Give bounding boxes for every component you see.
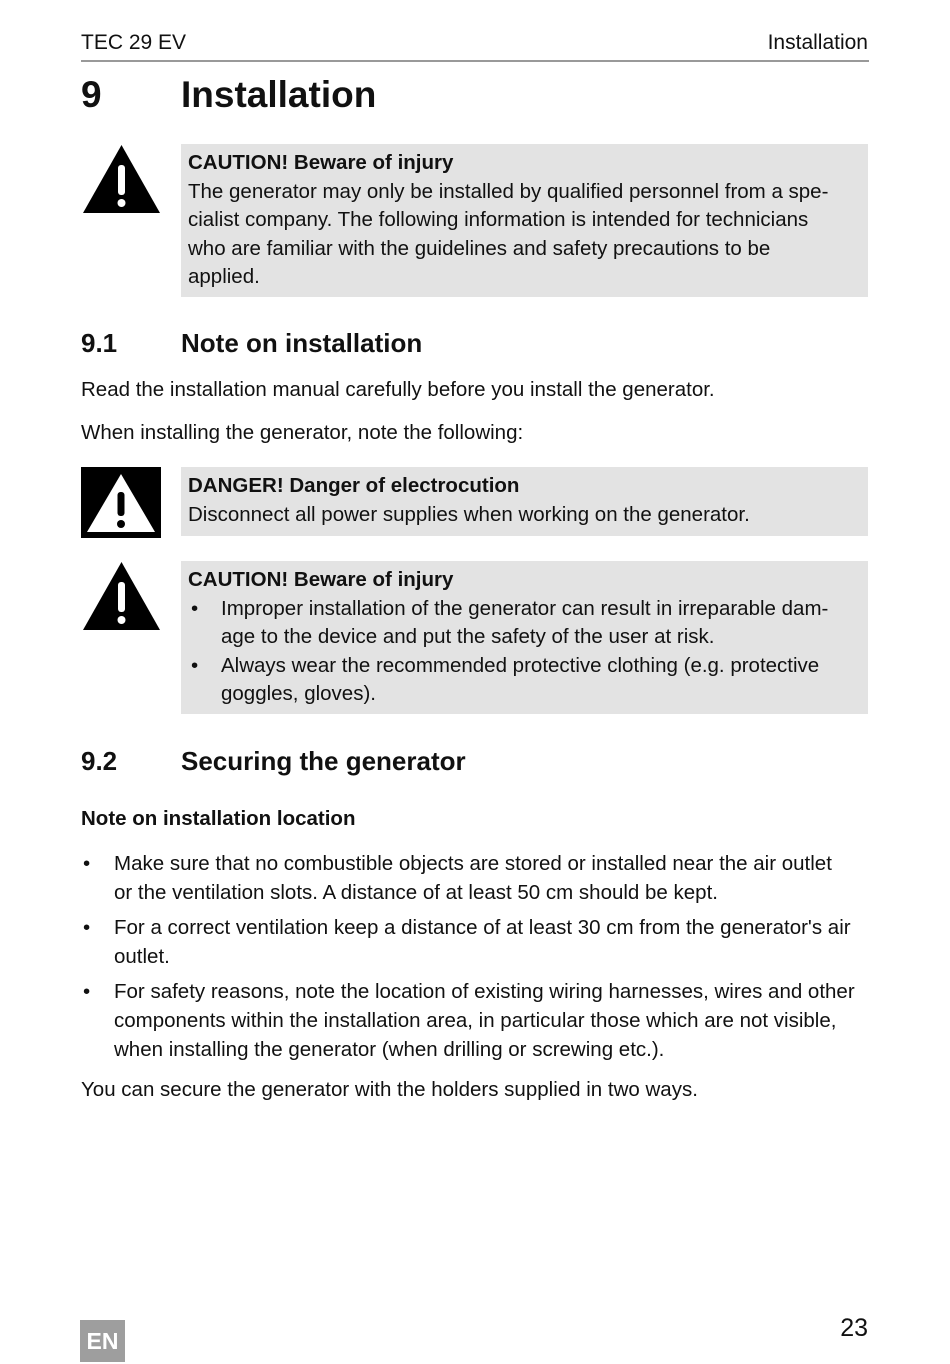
caution-title: CAUTION! Beware of injury	[188, 151, 454, 174]
list-item-line: For safety reasons, note the location of existing wiring harnesses, wires and other	[114, 980, 855, 1003]
list-item-line: outlet.	[114, 945, 170, 968]
list-item-line: Make sure that no combustible objects are stored or installed near the air outlet	[114, 852, 832, 875]
paragraph: Read the installation manual carefully before you install the generator.	[81, 378, 715, 401]
page-number: 23	[840, 1314, 868, 1342]
danger-box	[181, 467, 868, 536]
section-title-header: Installation	[767, 31, 868, 54]
caution-text-line: who are familiar with the guidelines and safety precautions to be	[188, 236, 771, 260]
caution-title: CAUTION! Beware of injury	[188, 568, 454, 591]
bullet: •	[191, 653, 199, 677]
list-item-line: Improper installation of the generator can result in irreparable dam-	[221, 596, 829, 620]
caution-box-2	[181, 561, 868, 714]
chapter-number: 9	[81, 74, 102, 115]
list-item	[81, 977, 871, 1064]
caution-text-line: The generator may only be installed by qualified personnel from a spe-	[188, 179, 829, 203]
list-item-line: when installing the generator (when drilling or screwing etc.).	[114, 1038, 665, 1061]
subheading: Note on installation location	[81, 807, 356, 830]
section-number: 9.2	[81, 746, 118, 776]
section-title: Note on installation	[181, 328, 423, 358]
list-item-line: Always wear the recommended protective clothing (e.g. protective	[221, 653, 820, 677]
list-item-line: or the ventilation slots. A distance of at least 50 cm should be kept.	[114, 881, 718, 904]
electrocution-warning-icon	[81, 467, 161, 543]
bullet: •	[83, 852, 91, 875]
warning-triangle-icon	[81, 143, 162, 220]
section-number: 9.1	[81, 328, 118, 358]
danger-text: Disconnect all power supplies when working on the generator.	[188, 502, 750, 526]
caution-list	[188, 595, 858, 709]
caution-box-1	[181, 144, 868, 297]
list-item-line: goggles, gloves).	[221, 682, 376, 705]
bullet: •	[191, 596, 199, 620]
doc-title: TEC 29 EV	[81, 31, 187, 54]
list-item	[188, 652, 858, 709]
section-title: Securing the generator	[181, 746, 466, 776]
paragraph: When installing the generator, note the following:	[81, 421, 524, 444]
caution-text-line: applied.	[188, 265, 260, 288]
warning-triangle-icon	[81, 560, 162, 637]
bullet: •	[83, 916, 91, 939]
location-notes-list	[81, 849, 871, 1070]
bullet: •	[83, 980, 91, 1003]
list-item	[81, 849, 871, 907]
list-item	[188, 595, 858, 652]
paragraph: You can secure the generator with the holders supplied in two ways.	[81, 1078, 698, 1101]
language-badge: EN	[80, 1320, 125, 1362]
danger-title: DANGER! Danger of electrocution	[188, 474, 520, 497]
header-rule	[81, 60, 869, 62]
chapter-title: Installation	[181, 74, 377, 115]
caution-text-line: cialist company. The following information is intended for technicians	[188, 208, 809, 231]
list-item-line: For a correct ventilation keep a distance of at least 30 cm from the generator's air	[114, 916, 851, 939]
list-item-line: age to the device and put the safety of the user at risk.	[221, 625, 715, 648]
list-item	[81, 913, 871, 971]
list-item-line: components within the installation area, in particular those which are not visible,	[114, 1009, 837, 1032]
